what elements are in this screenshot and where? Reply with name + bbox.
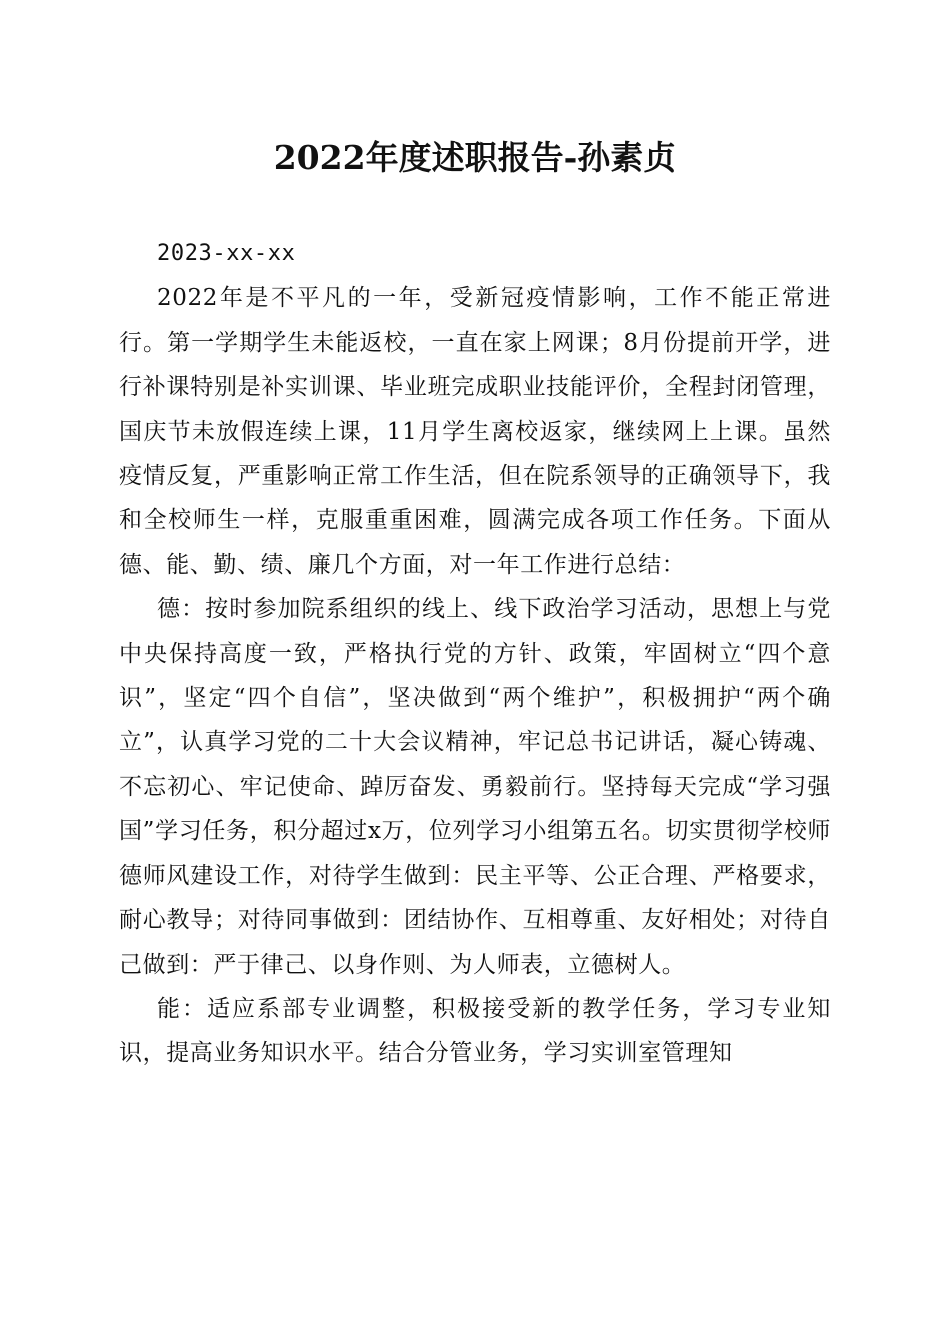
paragraph-intro: 2022年是不平凡的一年，受新冠疫情影响，工作不能正常进行。第一学期学生未能返校，一直在家上网课；8月份提前开学，进行补课特别是补实训课、毕业班完成职业技能评价，全程封闭管理，国庆节未放假连续上课，11月学生离校返家，继续网上上课。虽然疫情反复，严重影响正常工作生活，但在院系领导的正确领导下，我和全校师生一样，克服重重困难，圆满完成各项工作任务。下面从德、能、勤、绩、廉几个方面，对一年工作进行总结： <box>119 285 831 578</box>
document-title: 2022年度述职报告-孙素贞 <box>273 138 677 177</box>
document-date: 2023-xx-xx <box>157 241 296 266</box>
paragraph-neng: 能：适应系部专业调整，积极接受新的教学任务，学习专业知识，提高业务知识水平。结合分管业务，学习实训室管理知 <box>119 995 831 1067</box>
document-body <box>119 232 831 1076</box>
paragraph-de: 德：按时参加院系组织的线上、线下政治学习活动，思想上与党中央保持高度一致，严格执行党的方针、政策，牢固树立“四个意识”，坚定“四个自信”，坚决做到“两个维护”，积极拥护“两个确立”，认真学习党的二十大会议精神，牢记总书记讲话，凝心铸魂、不忘初心、牢记使命、踔厉奋发、勇毅前行。坚持每天完成“学习强国”学习任务，积分超过x万，位列学习小组第五名。切实贯彻学校师德师风建设工作，对待学生做到：民主平等、公正合理、严格要求，耐心教导；对待同事做到：团结协作、互相尊重、友好相处；对待自己做到：严于律己、以身作则、为人师表，立德树人。 <box>119 596 831 978</box>
